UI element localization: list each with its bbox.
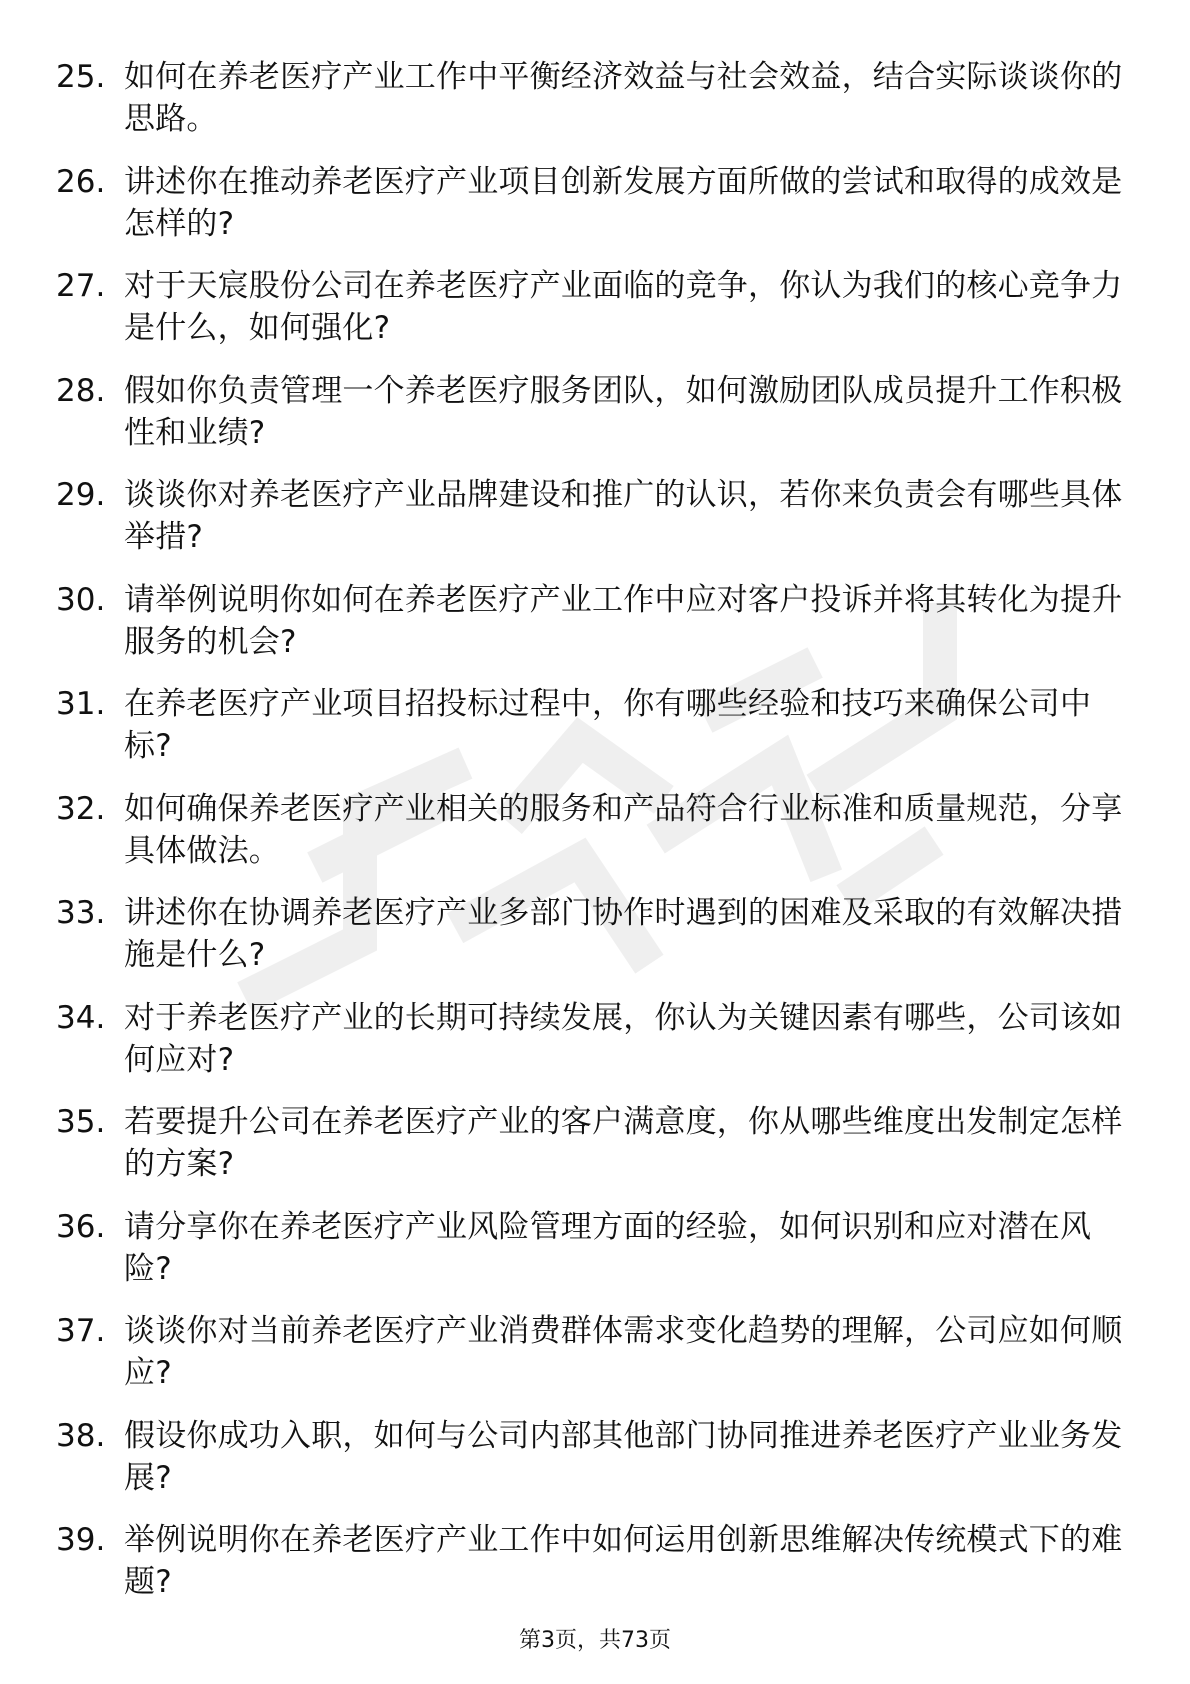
question-item [56,370,1126,454]
question-item [56,1415,1126,1499]
question-text: 举例说明你在养老医疗产业工作中如何运用创新思维解决传统模式下的难题? [124,1522,1123,1600]
question-list [56,56,1126,1624]
question-number: 27. [56,268,106,304]
question-number: 35. [56,1104,106,1140]
question-number: 34. [56,999,106,1036]
question-text: 请举例说明你如何在养老医疗产业工作中应对客户投诉并将其转化为提升服务的机会? [124,581,1123,660]
page-footer [0,1626,1190,1656]
question-text: 讲述你在推动养老医疗产业项目创新发展方面所做的尝试和取得的成效是怎样的? [124,163,1123,242]
question-item [56,265,1126,349]
question-text: 假如你负责管理一个养老医疗服务团队，如何激励团队成员提升工作积极性和业绩? [124,372,1123,451]
question-item [56,474,1126,558]
question-number: 29. [56,477,106,513]
question-text: 如何在养老医疗产业工作中平衡经济效益与社会效益，结合实际谈谈你的思路。 [124,59,1123,137]
question-text: 对于天宸股份公司在养老医疗产业面临的竞争，你认为我们的核心竞争力是什么，如何强化? [124,268,1123,346]
question-number: 31. [56,686,106,722]
question-text: 若要提升公司在养老医疗产业的客户满意度，你从哪些维度出发制定怎样的方案? [124,1104,1123,1182]
page-number-label: 第3页，共73页 [519,1628,671,1653]
question-item [56,683,1126,767]
question-number: 26. [56,163,106,200]
question-number: 36. [56,1208,106,1245]
question-item [56,892,1126,976]
question-number: 37. [56,1313,106,1349]
question-text: 讲述你在协调养老医疗产业多部门协作时遇到的困难及采取的有效解决措施是什么? [124,895,1123,973]
question-item [56,997,1126,1081]
question-item [56,1206,1126,1290]
question-text: 谈谈你对当前养老医疗产业消费群体需求变化趋势的理解，公司应如何顺应? [124,1313,1123,1391]
question-item [56,788,1126,872]
question-text: 假设你成功入职，如何与公司内部其他部门协同推进养老医疗产业业务发展? [124,1417,1123,1496]
question-item [56,579,1126,663]
question-text: 对于养老医疗产业的长期可持续发展，你认为关键因素有哪些，公司该如何应对? [124,999,1123,1078]
question-number: 30. [56,581,106,618]
question-number: 25. [56,59,106,95]
question-number: 32. [56,790,106,827]
question-item [56,56,1126,140]
question-number: 39. [56,1522,106,1558]
question-number: 28. [56,372,106,409]
question-text: 在养老医疗产业项目招投标过程中，你有哪些经验和技巧来确保公司中标? [124,686,1092,764]
question-item [56,161,1126,245]
question-number: 33. [56,895,106,931]
question-number: 38. [56,1417,106,1454]
question-item [56,1101,1126,1185]
question-text: 谈谈你对养老医疗产业品牌建设和推广的认识，若你来负责会有哪些具体举措? [124,477,1123,555]
question-item [56,1519,1126,1603]
question-text: 如何确保养老医疗产业相关的服务和产品符合行业标准和质量规范，分享具体做法。 [124,790,1123,869]
question-text: 请分享你在养老医疗产业风险管理方面的经验，如何识别和应对潜在风险? [124,1208,1092,1287]
question-item [56,1310,1126,1394]
